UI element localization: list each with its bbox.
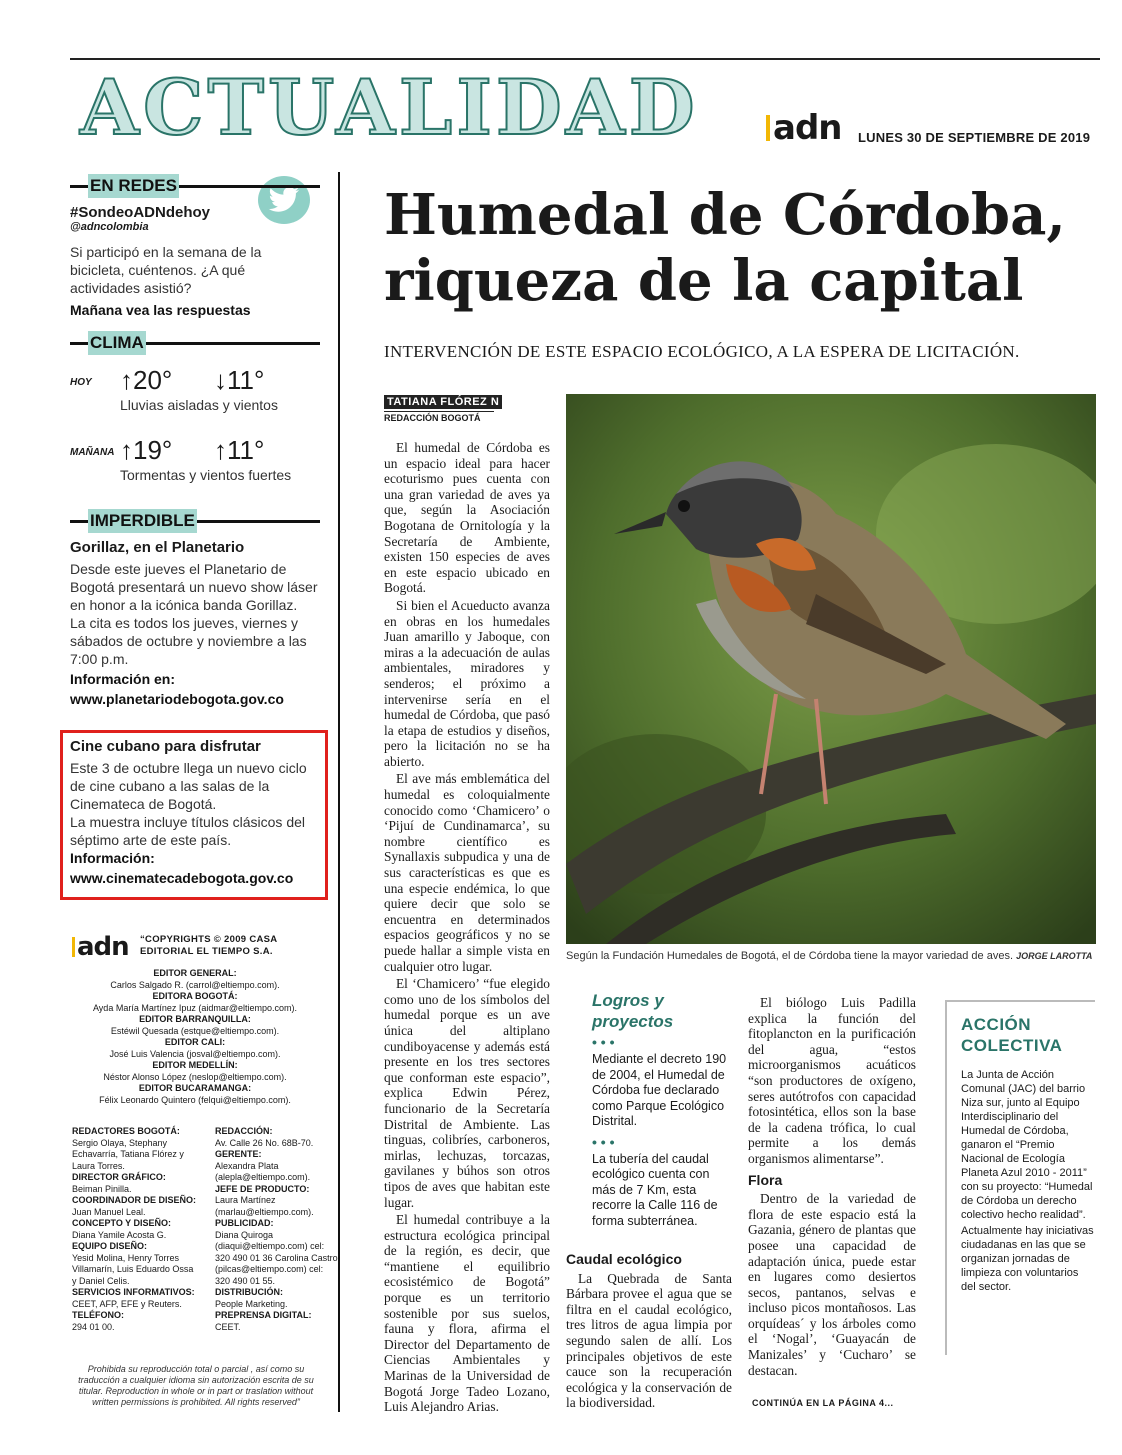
staff-name: Néstor Alonso López (neslop@eltiempo.com).	[103, 1071, 287, 1082]
masthead-date: LUNES 30 DE SEPTIEMBRE DE 2019	[858, 130, 1091, 145]
clima-label: CLIMA	[88, 331, 146, 355]
staff-name: Félix Leonardo Quintero (felqui@eltiempo.com).	[99, 1094, 291, 1105]
byline	[384, 396, 502, 423]
section-title: ACTUALIDAD	[80, 63, 699, 152]
article-column-1	[384, 440, 550, 1417]
masthead-logo	[766, 108, 842, 148]
article-column-3	[748, 995, 916, 1380]
accion-text: Actualmente hay iniciativas ciudadanas en las que se organizan jornadas de limpieza con voluntarios del sector.	[961, 1225, 1094, 1293]
caudal-title: Caudal ecológico	[566, 1251, 682, 1267]
paragraph: El ave más emblemática del humedal es coloquialmente conocido como ‘Chamicero’ o ‘Pijuí de Cundinamarca’, su nombre científico es Synallaxis subpudica y una de sus características es que es una especie endémica, lo que quiere decir que solo se encuentra en determinados espacios geográficos y no se puede hallar a simple vista en cualquier otro lugar.	[384, 771, 550, 974]
weather-high: ↑20°	[120, 365, 173, 395]
credits-logo-text: adn	[77, 932, 129, 962]
staff-name: Beiman Pinilla.	[72, 1183, 132, 1194]
staff-name: Sergio Olaya, Stephany Echavarría, Tatiana Flórez y Laura Torres.	[72, 1137, 184, 1171]
continue-note: CONTINÚA EN LA PÁGINA 4...	[752, 1398, 894, 1408]
staff-name: Yesid Molina, Henry Torres Villamarín, Luis Eduardo Ossa y Daniel Celis.	[72, 1252, 194, 1286]
accion-title	[961, 1014, 1095, 1056]
staff-name: Juan Manuel Leal.	[72, 1206, 146, 1217]
author: TATIANA FLÓREZ N	[384, 395, 502, 409]
event-url[interactable]: www.cinematecadebogota.gov.co	[70, 870, 294, 886]
imperdible-header	[70, 509, 320, 533]
staff-col-right	[215, 1126, 340, 1333]
staff-role: COORDINADOR DE DISEÑO:	[72, 1195, 197, 1205]
event-text: La muestra incluye títulos clásicos del séptimo arte de este país.	[70, 814, 305, 848]
event-text: Desde este jueves el Planetario de Bogotá presentará un nuevo show láser en honor a la icónica banda Gorillaz.	[70, 561, 318, 613]
staff-role: EDITOR GENERAL:	[153, 968, 237, 978]
imperdible-label: IMPERDIBLE	[88, 509, 197, 533]
deck: INTERVENCIÓN DE ESTE ESPACIO ECOLÓGICO, A LA ESPERA DE LICITACIÓN.	[384, 342, 1020, 361]
staff-name: Estéwil Quesada (estque@eltiempo.com).	[110, 1025, 280, 1036]
logros-box	[566, 990, 732, 1233]
hashtag: #SondeoADNdehoy	[70, 204, 211, 221]
staff-role: EDITORA BOGOTÁ:	[152, 991, 238, 1001]
staff-role: JEFE DE PRODUCTO:	[215, 1183, 310, 1194]
weather-day: HOY	[70, 377, 92, 388]
staff-name: Diana Quiroga (diaqui@eltiempo.com) cel: 320 490 01 36 Carolina Castro (pilcas@eltiempo.com) cel: 320 490 01 55.	[215, 1229, 338, 1286]
headline-line: riqueza de la capital	[384, 248, 1024, 314]
dots-separator: • • •	[592, 1034, 615, 1050]
staff-name: CEET.	[215, 1321, 241, 1332]
paragraph: El humedal de Córdoba es un espacio ideal para hacer ecoturismo pues cuenta con una gran variedad de aves ya que, según la Asociación Bogotana de Ornitología y la Secretaría de Ambiente, existen 150 especies de aves en este espacio ubicado en Bogotá.	[384, 440, 550, 596]
weather-today	[70, 365, 320, 417]
staff-role: PREPRENSA DIGITAL:	[215, 1310, 312, 1320]
staff-role: DISTRIBUCIÓN:	[215, 1287, 283, 1297]
clima-header	[70, 331, 320, 355]
logros-title: Logros y proyectos	[592, 991, 674, 1031]
bird-illustration	[566, 394, 1096, 944]
masthead-logo-text: adn	[773, 108, 842, 148]
en-redes-header	[70, 174, 320, 198]
staff-role: REDACTORES BOGOTÁ:	[72, 1126, 180, 1136]
weather-day: MAÑANA	[70, 447, 115, 458]
staff-role: EQUIPO DISEÑO:	[72, 1241, 148, 1251]
photo-caption	[566, 950, 1092, 962]
top-rule	[70, 58, 1100, 60]
paragraph: Si bien el Acueducto avanza en obras en los humedales Juan amarillo y Jaboque, con miras a la adecuación de aulas ambientales, miradores y senderos; el próximo a intervenirse sería en el humedal de Córdoba, que pasó la etapa de estudios y diseños, pero la licitación no se ha abierto.	[384, 597, 550, 769]
dots-separator: • • •	[592, 1133, 615, 1150]
staff-col-left	[72, 1126, 197, 1333]
paragraph: El ‘Chamicero’ “fue elegido como uno de los símbolos del humedal porque es un ave única del altiplano cundiboyacense y además está presente en los tres sectores que conforman este espacio”, explica Edwin Pérez, funcionario de la Secretaría Distrital de Ambiente. Las tinguas, colibríes, carboneros, mirlas, lechuzas, torcazas, gavilanes y búhos son otros tipos de aves que habitan este lugar.	[384, 976, 550, 1210]
staff-name: Alexandra Plata (alepla@eltiempo.com).	[215, 1160, 311, 1182]
column-divider	[338, 172, 340, 1412]
copyright	[140, 934, 277, 958]
logros-item: La tubería del caudal ecológico cuenta con más de 7 Km, esta recorre la Calle 116 de forma subterránea.	[592, 1151, 718, 1228]
event-info-label: Información en:	[70, 671, 176, 687]
staff-name: Carlos Salgado R. (carrol@eltiempo.com).	[110, 979, 280, 990]
headline-line: Humedal de Córdoba,	[384, 182, 1066, 248]
staff-list	[70, 968, 320, 1106]
staff-name: Av. Calle 26 No. 68B-70.	[215, 1137, 314, 1148]
event-title: Cine cubano para disfrutar	[70, 738, 261, 755]
paragraph: Dentro de la variedad de flora de este espacio está la Gazania, género de plantas que posee una capacidad de adaptación única, puede estar en lugares como desiertos secos, pantanos, selvas e incluso picos montañosos. Las orquídeas´ y los árboles como el ‘Nogal’, ‘Guayacán de Manizales’ y ‘Cucharo’ se destacan.	[748, 1191, 916, 1378]
accion-text: La Junta de Acción Comunal (JAC) del barrio Niza sur, junto al Equipo Interdisciplinario del Humedal de Córdoba, ganaron el “Premio Nacional de Ecología Planeta Azul 2010 - 2011” con su proyecto: “Humedal de Córdoba un derecho colectivo hecho realidad”.	[961, 1069, 1093, 1221]
weather-low: ↑11°	[214, 435, 265, 465]
twitter-handle: @adncolombia	[70, 221, 149, 233]
weather-desc: Tormentas y vientos fuertes	[120, 467, 292, 483]
bird-photo	[566, 394, 1096, 944]
paragraph: El biólogo Luis Padilla explica la función del fitoplancton en la purificación del agua, “estos microorganismos acuáticos “son productores de oxígeno, seres autótrofos con capacidad fotosintética, ellos son la base de la cadena trófica, lo cual permite a los demás organismos alimentarse”.	[748, 995, 916, 1166]
staff-role: TELÉFONO:	[72, 1310, 124, 1320]
event-text: Este 3 de octubre llega un nuevo ciclo de cine cubano a las salas de la Cinemateca de Bogotá.	[70, 760, 307, 812]
staff-role: GERENTE:	[215, 1149, 262, 1159]
staff-name: People Marketing.	[215, 1298, 288, 1309]
staff-role: REDACCIÓN:	[215, 1126, 273, 1136]
staff-name: 294 01 00.	[72, 1321, 115, 1332]
credits-logo	[72, 932, 129, 962]
desk: REDACCIÓN BOGOTÁ	[384, 411, 494, 423]
highlight-box	[60, 730, 328, 900]
redes-note: Mañana vea las respuestas	[70, 302, 251, 318]
accion-title-line: COLECTIVA	[961, 1036, 1063, 1055]
staff-role: EDITOR BARRANQUILLA:	[139, 1014, 251, 1024]
staff-role: EDITOR CALI:	[164, 1037, 226, 1047]
staff-name: Diana Yamile Acosta G.	[72, 1229, 167, 1240]
staff-name: Laura Martínez (marlau@eltiempo.com).	[215, 1195, 314, 1217]
accion-title-line: ACCIÓN	[961, 1015, 1032, 1034]
photo-credit: JORGE LAROTTA	[1016, 951, 1093, 961]
event-info-label: Información:	[70, 850, 155, 866]
weather-tomorrow	[70, 435, 320, 487]
copyright-line: “COPYRIGHTS © 2009 CASA	[140, 934, 278, 945]
event-text: La cita es todos los jueves, viernes y sábados de octubre y noviembre a las 7:00 p.m.	[70, 615, 307, 667]
en-redes-label: EN REDES	[88, 174, 179, 198]
copyright-line: EDITORIAL EL TIEMPO S.A.	[140, 946, 273, 957]
caption-text: Según la Fundación Humedales de Bogotá, el de Córdoba tiene la mayor variedad de aves.	[566, 950, 1014, 962]
staff-name: José Luis Valencia (josval@eltiempo.com).	[109, 1048, 281, 1059]
weather-low: ↓11°	[214, 365, 265, 395]
staff-role: PUBLICIDAD:	[215, 1218, 274, 1228]
staff-role: EDITOR MEDELLÍN:	[152, 1060, 238, 1070]
rights-notice: Prohibida su reproducción total o parcial , así como su traducción a cualquier idioma sin autorización escrita de su titular. Reproduction in whole or in part or traslation without written permissions is prohibited. All rights reserved”	[78, 1364, 314, 1407]
staff-role: EDITOR BUCARAMANGA:	[138, 1083, 252, 1093]
paragraph: La Quebrada de Santa Bárbara provee el agua que se filtra en el caudal ecológico, tres litros de agua limpia por segundo salen de allí. Los principales objetivos de este cauce son la recuperación ecológica y la conservación de la biodiversidad.	[566, 1270, 732, 1411]
paragraph: El humedal contribuye a la estructura ecológica principal de la región, es decir, que “mantiene el equilibrio ecosistémico de Bogotá” porque es un territorio sostenible por sus suelos, fauna y flora, afirma el Director del Departamento de Ciencias Ambientales y Marinas de la Universidad de Bogotá Jorge Tadeo Lozano, Luis Alejandro Arias.	[384, 1212, 550, 1415]
staff-role: CONCEPTO Y DISEÑO:	[72, 1218, 172, 1228]
redes-text: Si participó en la semana de la bicicleta, cuéntenos. ¿A qué actividades asistió?	[70, 244, 262, 296]
staff-role: SERVICIOS INFORMATIVOS:	[72, 1287, 195, 1297]
event-title: Gorillaz, en el Planetario	[70, 539, 245, 556]
staff-name: CEET, AFP, EFE y Reuters.	[72, 1298, 182, 1309]
staff-name: Ayda María Martínez Ipuz (aidmar@eltiempo.com).	[92, 1002, 298, 1013]
logo-bar	[766, 115, 770, 141]
flora-title: Flora	[748, 1171, 783, 1188]
logros-item: Mediante el decreto 190 de 2004, el Humedal de Córdoba fue declarado como Parque Ecológico Distrital.	[592, 1052, 727, 1128]
event-url[interactable]: www.planetariodebogota.gov.co	[70, 691, 284, 707]
caudal-section	[566, 1252, 732, 1413]
headline	[384, 182, 1066, 314]
weather-high: ↑19°	[120, 435, 173, 465]
logo-bar	[72, 937, 75, 957]
staff-role: DIRECTOR GRÁFICO:	[72, 1172, 166, 1182]
accion-colectiva-box	[945, 1000, 1095, 1355]
weather-desc: Lluvias aisladas y vientos	[120, 397, 278, 413]
